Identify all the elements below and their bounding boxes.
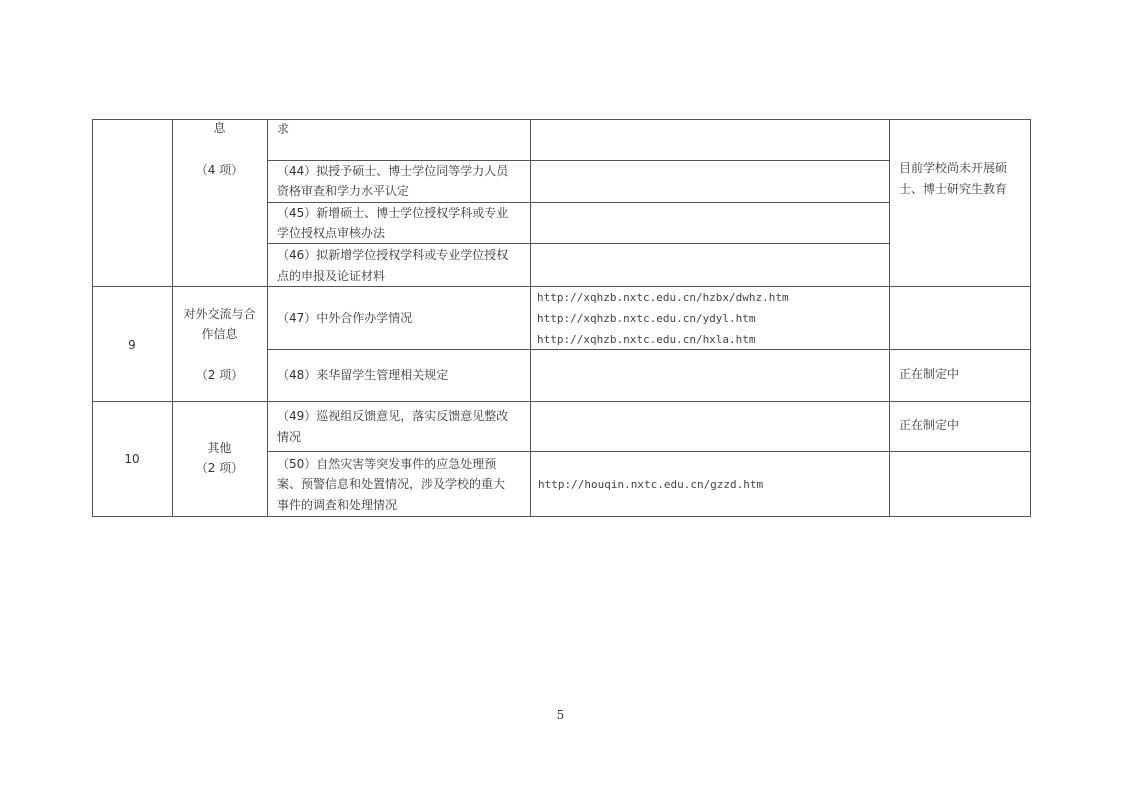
item-46-line2: 点的申报及论证材料 <box>277 269 386 283</box>
link-url[interactable]: http://xqhzb.nxtc.edu.cn/hzbx/dwhz.htm <box>537 291 789 304</box>
link-url[interactable]: http://houqin.nxtc.edu.cn/gzzd.htm <box>538 478 764 491</box>
item-44-line2: 资格审查和学力水平认定 <box>277 184 410 198</box>
remark-line1: 目前学校尚未开展硕 <box>899 161 1008 175</box>
item-46-line1: （46）拟新增学位授权学科或专业学位授权 <box>277 248 509 262</box>
remark-status: 正在制定中 <box>899 418 960 432</box>
item-49-line2: 情况 <box>277 430 302 444</box>
link-url[interactable]: http://xqhzb.nxtc.edu.cn/ydyl.htm <box>537 312 756 325</box>
category-cell-fragment: 息 <box>213 121 226 135</box>
item-45-line2: 学位授权点审核办法 <box>277 226 386 240</box>
item-50-line1: （50）自然灾害等突发事件的应急处理预 <box>277 457 497 471</box>
category-count: （4 项） <box>195 163 244 177</box>
item-45-line1: （45）新增硕士、博士学位授权学科或专业 <box>277 206 509 220</box>
item-44-line1: （44）拟授予硕士、博士学位同等学力人员 <box>277 164 509 178</box>
category-line1: 对外交流与合 <box>183 307 256 321</box>
category-line1: 其他 <box>207 441 232 455</box>
remark-line2: 士、博士研究生教育 <box>899 182 1008 196</box>
item-50-line2: 案、预警信息和处置情况，涉及学校的重大 <box>277 477 506 491</box>
category-count: （2 项） <box>195 368 244 382</box>
page-number: 5 <box>556 708 565 722</box>
category-line2: 作信息 <box>201 327 238 341</box>
item-text-continued: 求 <box>277 122 290 136</box>
link-url[interactable]: http://xqhzb.nxtc.edu.cn/hxla.htm <box>537 333 756 346</box>
item-48: （48）来华留学生管理相关规定 <box>277 368 449 382</box>
category-count: （2 项） <box>195 461 244 475</box>
item-47: （47）中外合作办学情况 <box>277 311 413 325</box>
item-50-line3: 事件的调查和处理情况 <box>277 498 398 512</box>
row-number: 9 <box>128 338 136 352</box>
item-49-line1: （49）巡视组反馈意见，落实反馈意见整改 <box>277 409 509 423</box>
remark-status: 正在制定中 <box>899 367 960 381</box>
row-number: 10 <box>124 452 140 466</box>
